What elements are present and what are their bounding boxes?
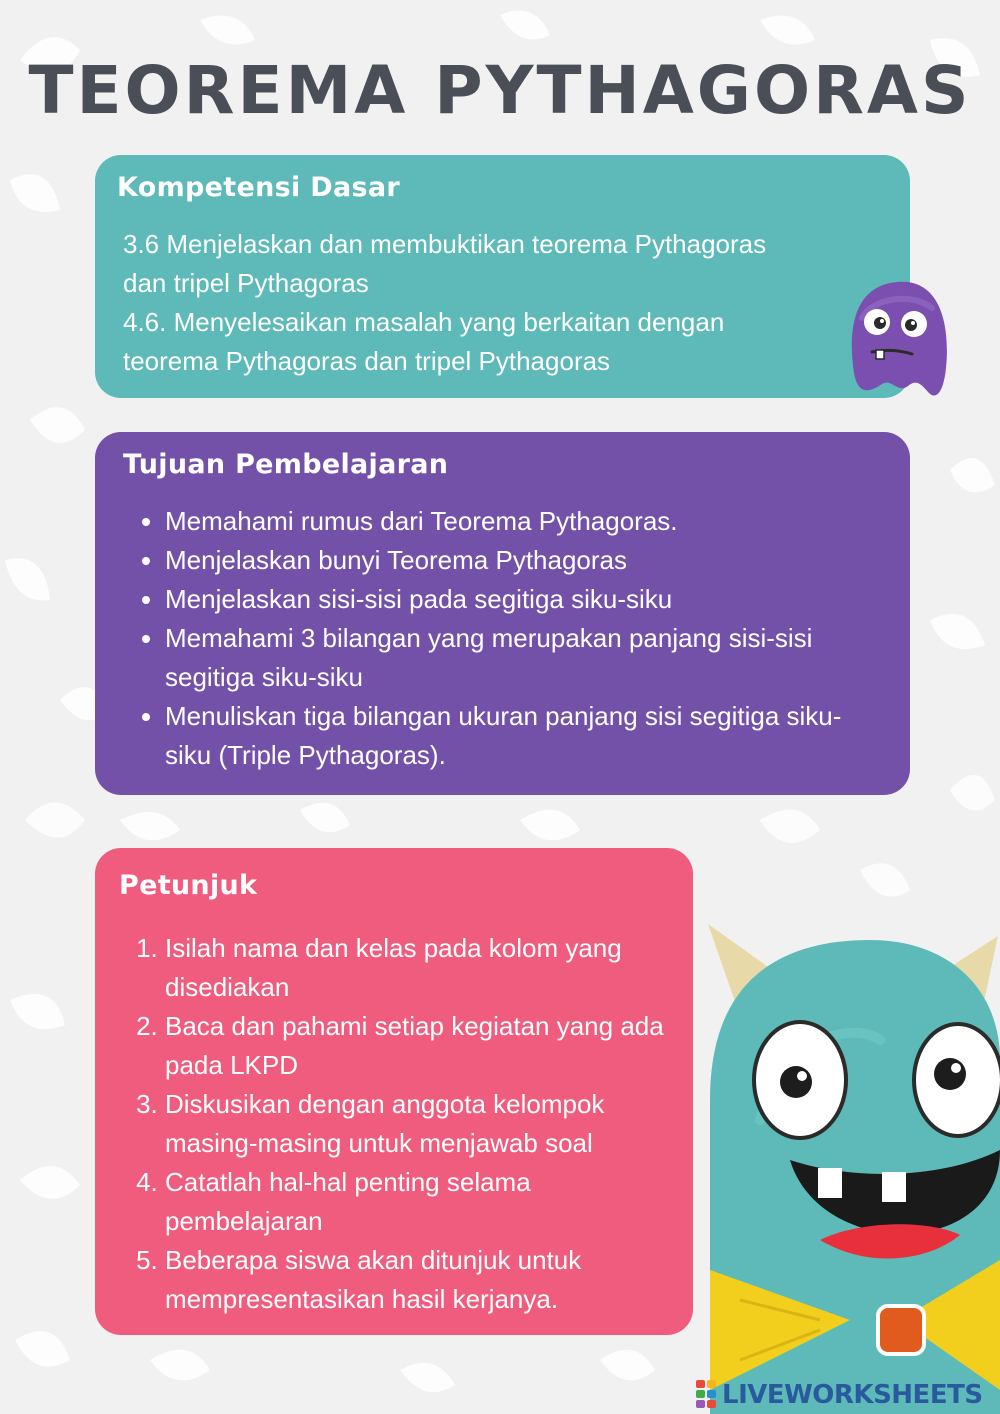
petunjuk-list [119, 929, 669, 1319]
liveworksheets-logo-icon [696, 1380, 718, 1410]
kompetensi-dasar-text [117, 225, 888, 381]
petunjuk-card [95, 848, 693, 1335]
teal-monster-illustration [700, 920, 1000, 1414]
kompetensi-line: dan tripel Pythagoras [123, 268, 369, 298]
petunjuk-heading: Petunjuk [119, 870, 258, 901]
kompetensi-line: 3.6 Menjelaskan dan membuktikan teorema Pythagoras [123, 229, 767, 259]
kompetensi-line: teorema Pythagoras dan tripel Pythagoras [123, 346, 611, 376]
list-item: • Menjelaskan bunyi Teorema Pythagoras [165, 541, 882, 580]
list-item: 4. Catatlah hal-hal penting selama pembelajaran [165, 1163, 669, 1241]
kompetensi-line: 4.6. Menyelesaikan masalah yang berkaitan dengan [123, 307, 725, 337]
list-item: 1. Isilah nama dan kelas pada kolom yang disediakan [165, 929, 669, 1007]
liveworksheets-watermark [696, 1378, 983, 1412]
watermark-text: LIVEWORKSHEETS [722, 1380, 983, 1410]
kompetensi-dasar-heading: Kompetensi Dasar [117, 172, 400, 203]
list-item: 2. Baca dan pahami setiap kegiatan yang ada pada LKPD [165, 1007, 669, 1085]
purple-monster-illustration [842, 278, 952, 403]
list-item: • Memahami 3 bilangan yang merupakan panjang sisi-sisi segitiga siku-siku [165, 619, 882, 697]
list-item: • Menjelaskan sisi-sisi pada segitiga siku-siku [165, 580, 882, 619]
page-title: TEOREMA PYTHAGORAS [28, 52, 972, 129]
tujuan-list [123, 502, 882, 775]
list-item: • Memahami rumus dari Teorema Pythagoras. [165, 502, 882, 541]
tujuan-pembelajaran-card [95, 432, 910, 795]
list-item: • Menuliskan tiga bilangan ukuran panjang sisi segitiga siku-siku (Triple Pythagoras). [165, 697, 882, 775]
kompetensi-dasar-card [95, 155, 910, 398]
list-item: 3. Diskusikan dengan anggota kelompok masing-masing untuk menjawab soal [165, 1085, 669, 1163]
list-item: 5. Beberapa siswa akan ditunjuk untuk mempresentasikan hasil kerjanya. [165, 1241, 669, 1319]
tujuan-pembelajaran-heading: Tujuan Pembelajaran [123, 449, 449, 480]
